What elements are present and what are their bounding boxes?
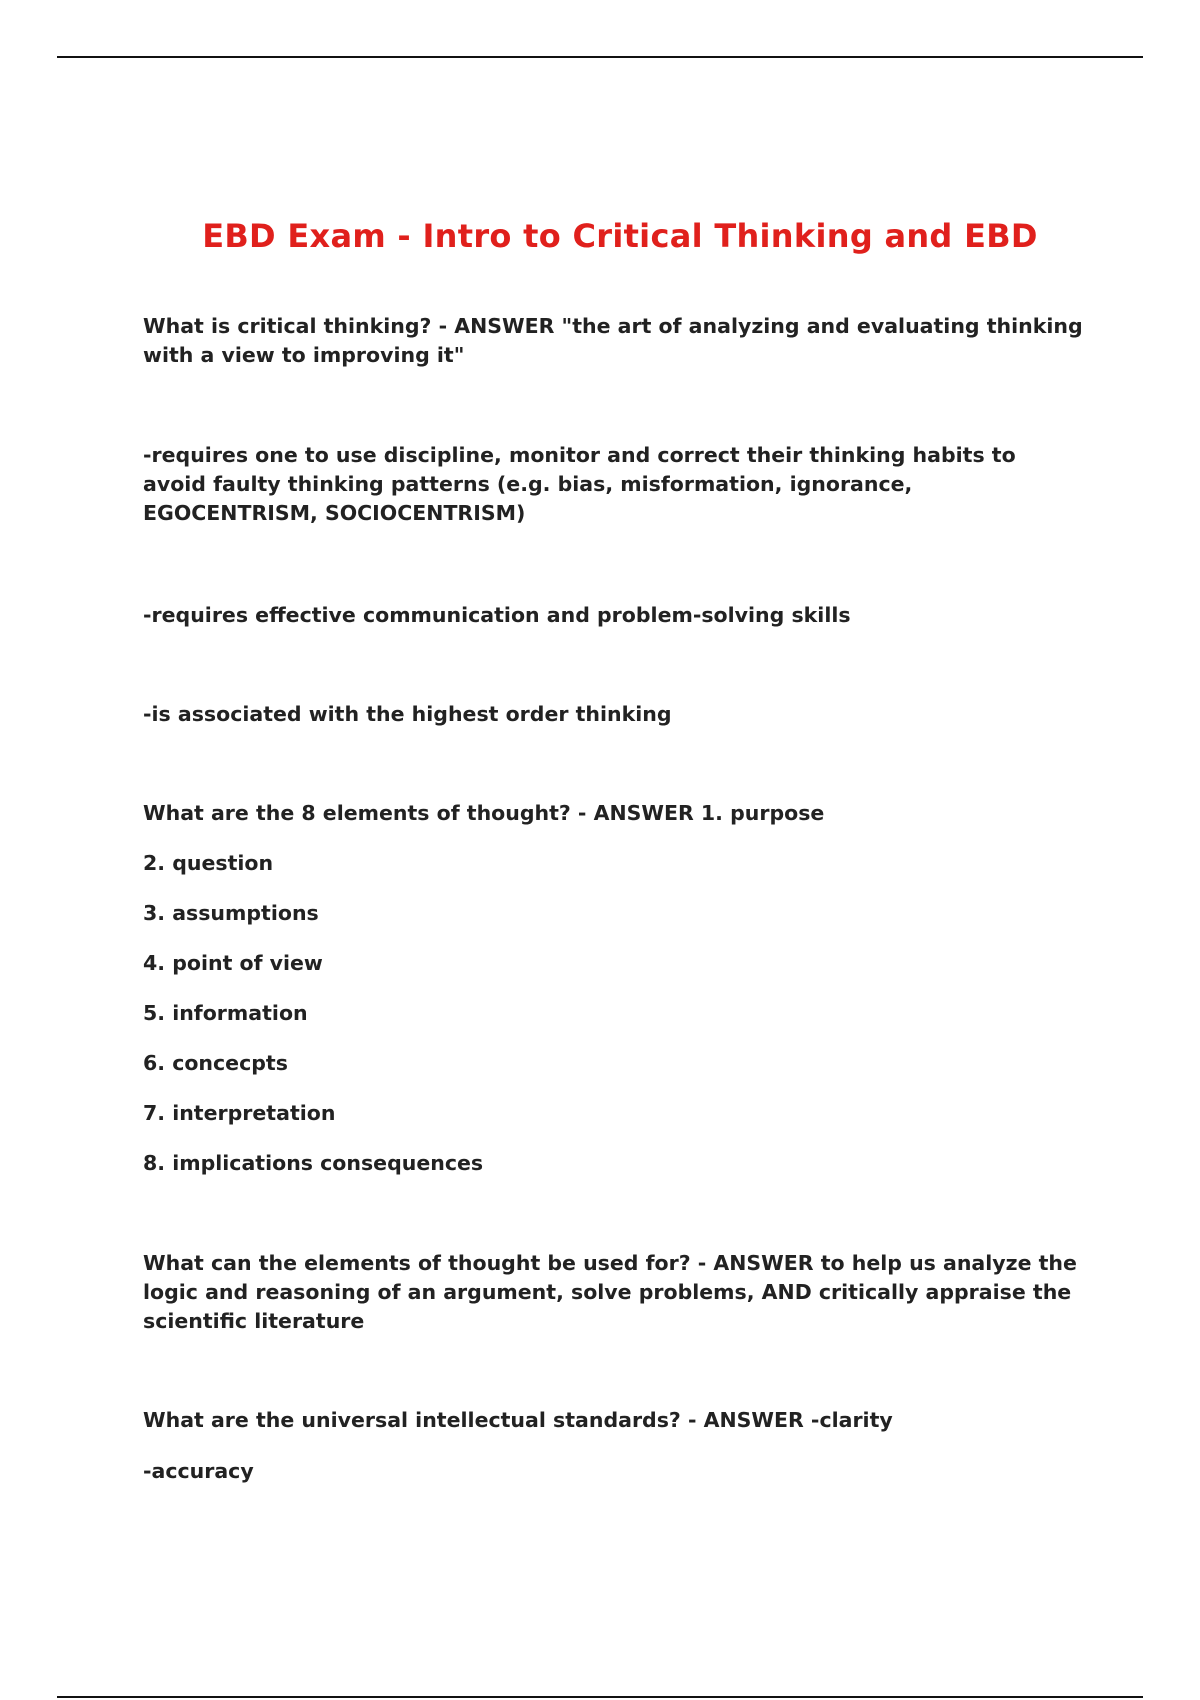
list-item: 2. question [143, 851, 274, 875]
list-item: -accuracy [143, 1459, 254, 1483]
list-item: 8. implications consequences [143, 1151, 484, 1175]
footer-rule [57, 1696, 1143, 1698]
paragraph-intellectual-standards: What are the universal intellectual standards? - ANSWER -clarity [143, 1408, 893, 1432]
list-item: 3. assumptions [143, 901, 319, 925]
paragraph-elements-of-thought-uses: What can the elements of thought be used for? - ANSWER to help us analyze the logic and reasoning of an argument, solve problems, AND critically appraise the scientific literature [143, 1251, 1077, 1333]
list-item: 7. interpretation [143, 1101, 336, 1125]
header-rule [57, 56, 1143, 58]
list-item: 4. point of view [143, 951, 323, 975]
paragraph-critical-thinking-definition: What is critical thinking? - ANSWER "the art of analyzing and evaluating thinking with a view to improving it" [143, 314, 1083, 367]
list-item: 6. concecpts [143, 1051, 288, 1075]
paragraph-requires-communication: -requires effective communication and problem-solving skills [143, 603, 851, 627]
list-item: 5. information [143, 1001, 308, 1025]
paragraph-elements-of-thought-question: What are the 8 elements of thought? - ANSWER 1. purpose [143, 801, 825, 825]
document-title: EBD Exam - Intro to Critical Thinking and EBD [202, 217, 1038, 256]
paragraph-highest-order-thinking: -is associated with the highest order thinking [143, 702, 672, 726]
paragraph-requires-discipline: -requires one to use discipline, monitor and correct their thinking habits to avoid faulty thinking patterns (e.g. bias, misformation, ignorance, EGOCENTRISM, SOCIOCENTRISM) [143, 443, 1016, 525]
